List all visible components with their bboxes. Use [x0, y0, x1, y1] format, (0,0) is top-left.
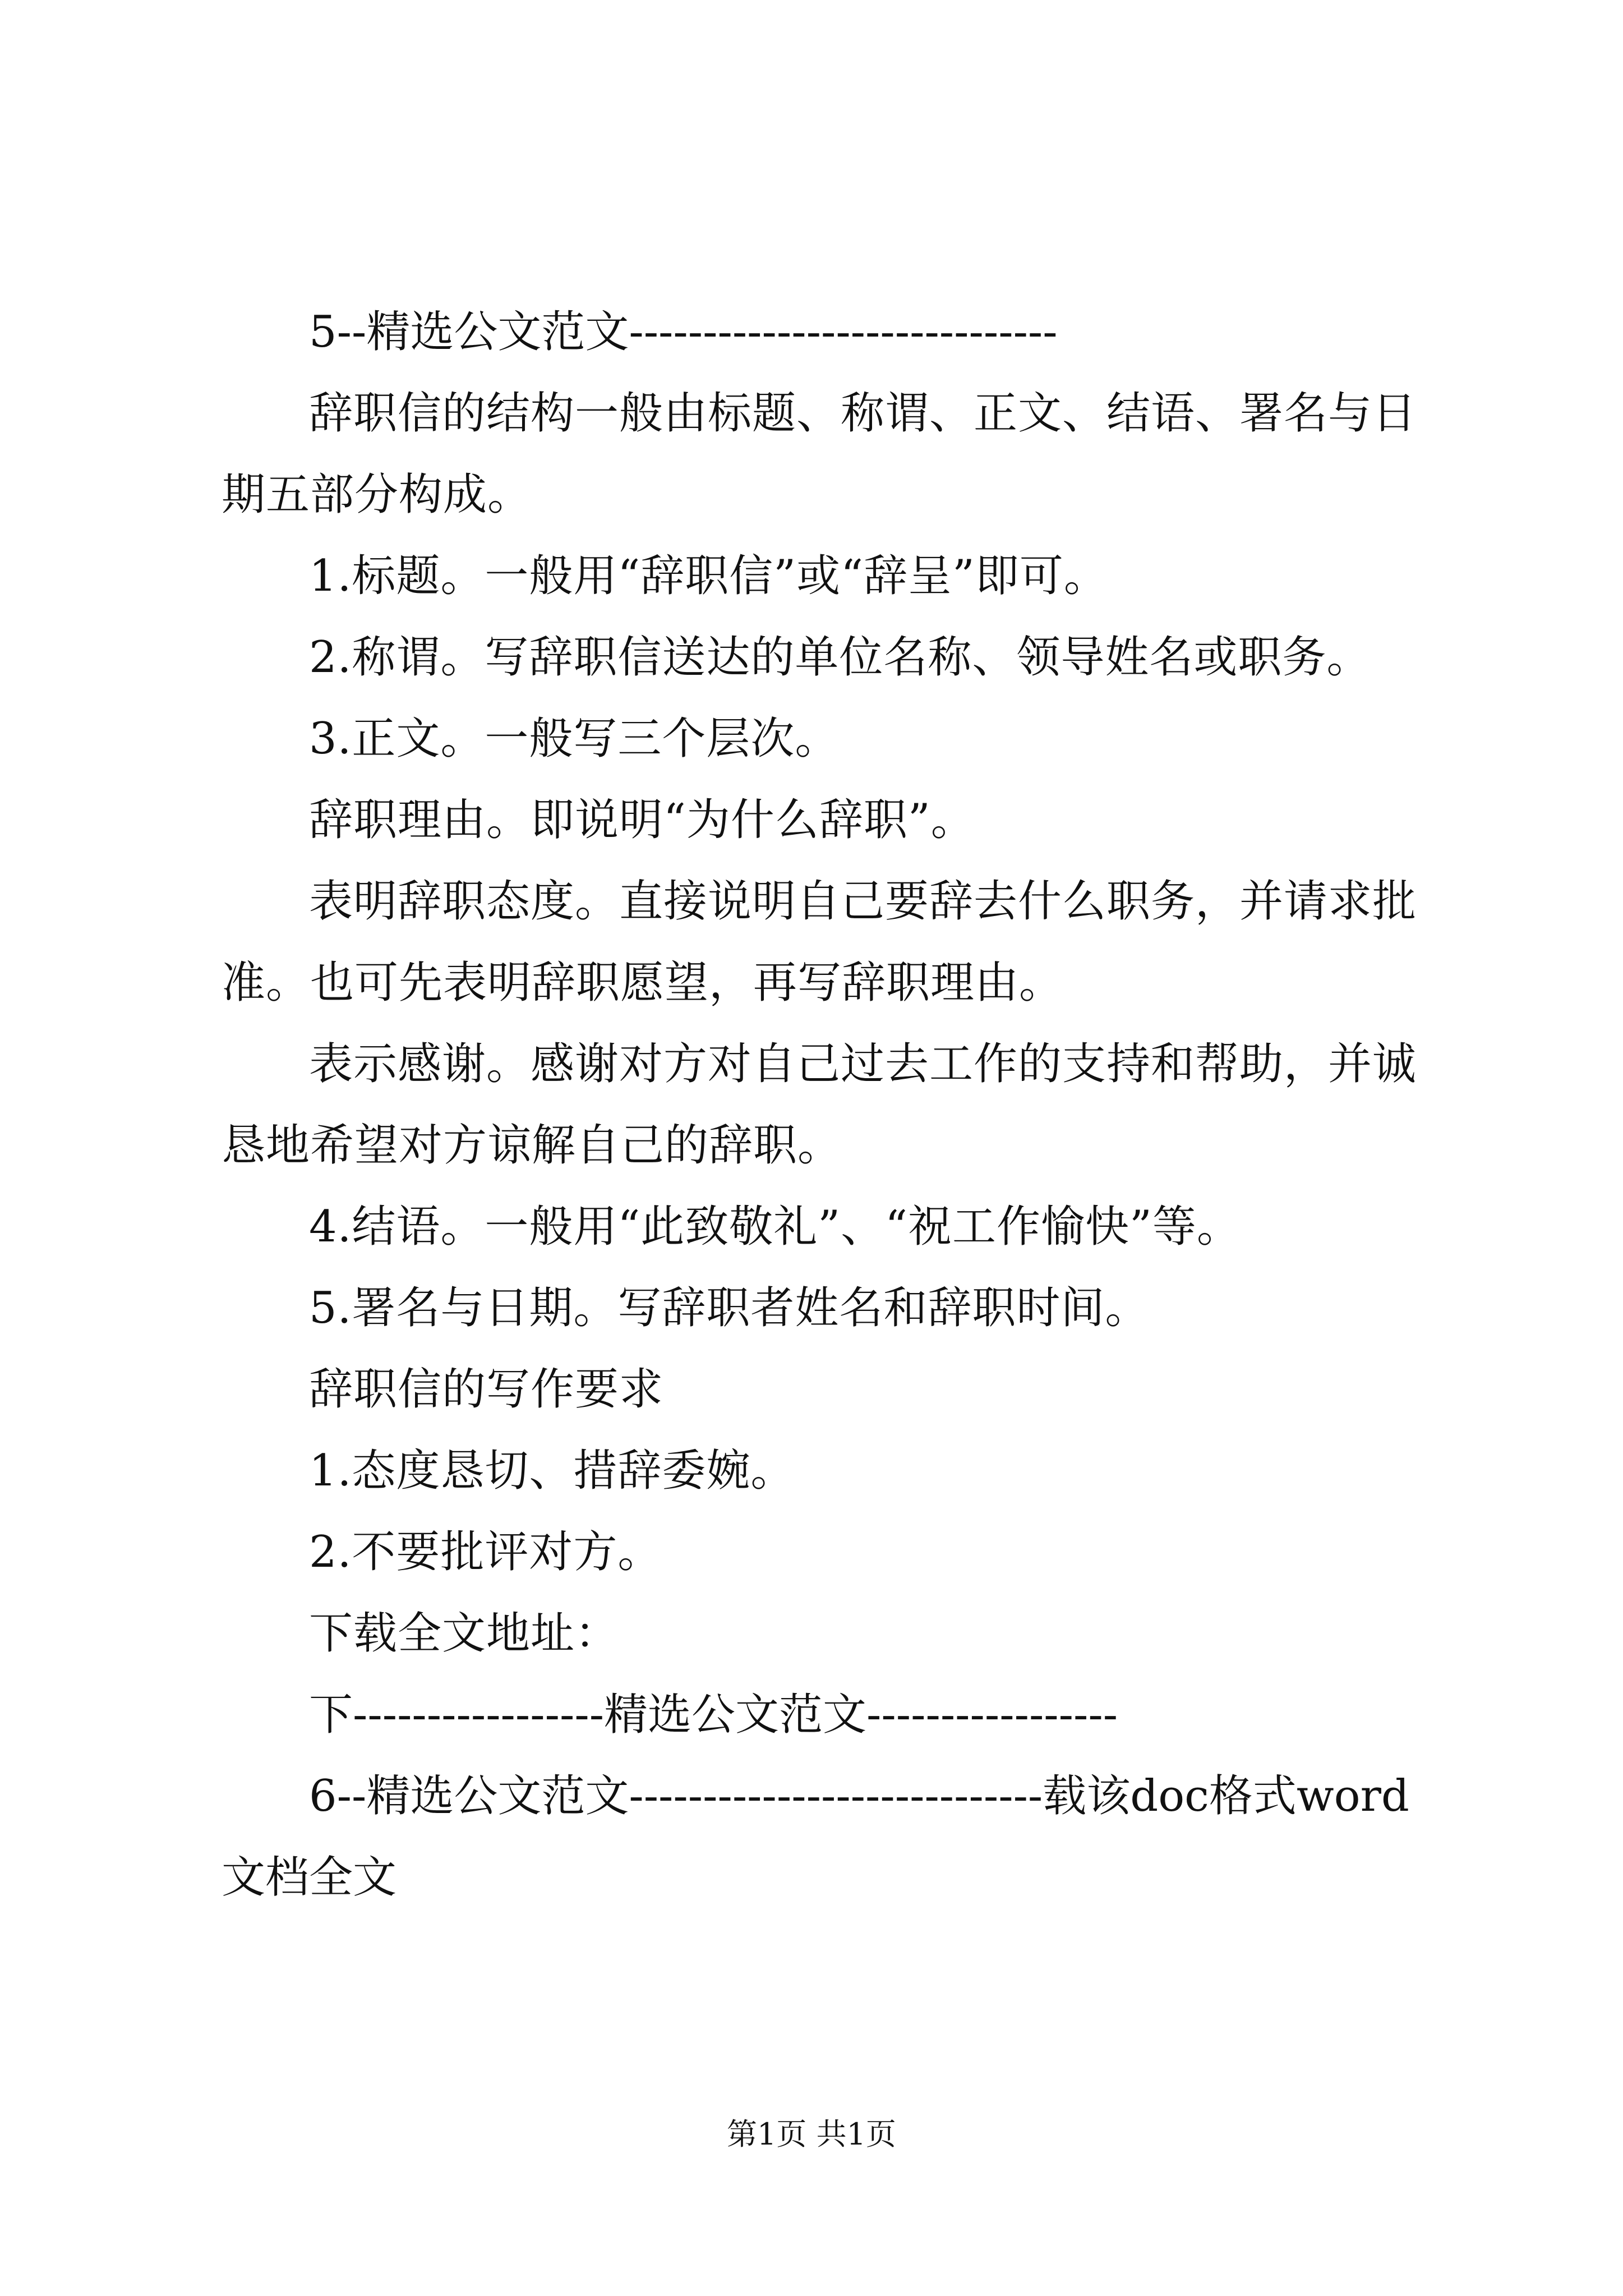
- paragraph-attitude: 表明辞职态度。直接说明自己要辞去什么职务，并请求批准。也可先表明辞职愿望，再写辞职理由。: [222, 876, 1417, 1008]
- paragraph-signature-date: 5.署名与日期。写辞职者姓名和辞职时间。: [309, 1283, 1150, 1333]
- page-number-footer: 第1页 共1页: [727, 2116, 896, 2152]
- paragraph-reason: 辞职理由。即说明“为什么辞职”。: [309, 795, 975, 845]
- next-page-header-separator: 6--精选公文范文----------------------------载该doc格式word文档全文: [222, 1771, 1409, 1903]
- paragraph-salutation: 2.称谓。写辞职信送达的单位名称、领导姓名或职务。: [309, 632, 1371, 683]
- page-header-separator: 5--精选公文范文-----------------------------: [309, 307, 1058, 357]
- paragraph-requirement-1: 1.态度恳切、措辞委婉。: [309, 1446, 795, 1496]
- section-heading-requirements: 辞职信的写作要求: [309, 1364, 664, 1415]
- download-address-label: 下载全文地址：: [309, 1608, 620, 1659]
- paragraph-closing: 4.结语。一般用“此致敬礼”、“祝工作愉快”等。: [309, 1202, 1241, 1252]
- paragraph-structure-intro: 辞职信的结构一般由标题、称谓、正文、结语、署名与日期五部分构成。: [222, 388, 1417, 520]
- paragraph-title: 1.标题。一般用“辞职信”或“辞呈”即可。: [309, 551, 1108, 601]
- paragraph-body: 3.正文。一般写三个层次。: [309, 714, 840, 764]
- paragraph-requirement-2: 2.不要批评对方。: [309, 1527, 662, 1577]
- paragraph-thanks: 表示感谢。感谢对方对自己过去工作的支持和帮助，并诚恳地希望对方谅解自己的辞职。: [222, 1039, 1417, 1171]
- document-body: [222, 292, 1430, 1918]
- page-footer-separator: 下-----------------精选公文范文-----------------: [309, 1690, 1118, 1740]
